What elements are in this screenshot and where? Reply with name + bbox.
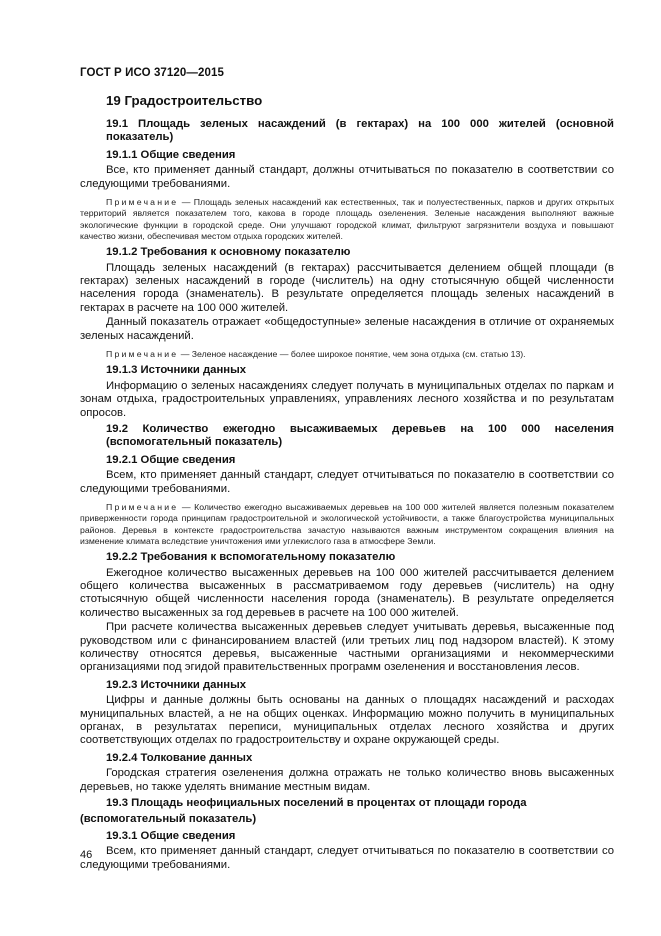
- subsection-heading: 19.1 Площадь зеленых насаждений (в гектарах) на 100 000 жителей (основной показатель): [106, 118, 614, 144]
- note-label: Примечание: [106, 502, 179, 513]
- section-body: [80, 118, 614, 872]
- subsubsection-heading: 19.3.1 Общие сведения: [106, 829, 236, 842]
- paragraph: Городская стратегия озеленения должна отражать не только количество вновь высаженных деревьев, но также уделять внимание местным видам.: [80, 767, 614, 793]
- paragraph: При расчете количества высаженных деревьев следует учитывать деревья, высаженные под руководством или с финансированием властей (или третьих лиц под надзором властей). К этому количеству относятся деревья, высаженные частными организациями и некоммерческими организациями под эгидой правительственных программ озеленения и восстановления лесов.: [80, 621, 614, 674]
- subsubsection-heading: 19.1.3 Источники данных: [106, 364, 247, 377]
- paragraph: Всем, кто применяет данный стандарт, следует отчитываться по показателю в соответствии со следующими требованиями.: [80, 469, 614, 495]
- paragraph: Данный показатель отражает «общедоступные» зеленые насаждения в отличие от охраняемых зеленых насаждений.: [80, 316, 614, 342]
- note: [80, 502, 614, 547]
- subsubsection-heading: 19.2.4 Толкование данных: [106, 751, 253, 764]
- note: [80, 349, 614, 360]
- paragraph: Все, кто применяет данный стандарт, должны отчитываться по показателю в соответствии со следующими требованиями.: [80, 164, 614, 190]
- page-number: 46: [80, 849, 93, 861]
- paragraph: Информацию о зеленых насаждениях следует получать в муниципальных отделах по паркам и зонам отдыха, градостроительных управлениях, управлениях лесного хозяйства и по результатам опросов.: [80, 379, 614, 419]
- page-content: [80, 93, 614, 873]
- subsubsection-heading: 19.2.1 Общие сведения: [106, 453, 236, 466]
- subsection-heading: 19.2 Количество ежегодно высаживаемых деревьев на 100 000 населения (вспомогательный показатель): [106, 422, 614, 449]
- subsubsection-heading: 19.2.2 Требования к вспомогательному показателю: [106, 551, 396, 564]
- note-text: — Количество ежегодно высаживаемых деревьев на 100 000 жителей является полезным показателем приверженности города принципам градостроительной и экологической устойчивости, а также благоустройства муниципальных районов. Деревья в контексте градостроительства зачастую называются важным инструментом сокращения влияния на изменение климата вследствие уничтожения ими углекислого газа в атмосфере Земли.: [80, 502, 614, 546]
- subsubsection-heading: 19.1.1 Общие сведения: [106, 148, 236, 161]
- section-title: 19 Градостроительство: [106, 93, 263, 108]
- subsection-heading-continued: (вспомогательный показатель): [80, 812, 257, 825]
- document-header: ГОСТ Р ИСО 37120—2015: [80, 67, 225, 79]
- paragraph: Всем, кто применяет данный стандарт, следует отчитываться по показателю в соответствии со следующими требованиями.: [80, 845, 614, 871]
- note: [80, 197, 614, 242]
- note-text: — Зеленое насаждение — более широкое понятие, чем зона отдыха (см. статью 13).: [178, 349, 526, 360]
- subsection-heading: 19.3 Площадь неофициальных поселений в процентах от площади города: [106, 797, 527, 810]
- note-label: Примечание: [106, 349, 179, 360]
- paragraph: Цифры и данные должны быть основаны на данных о площадях насаждений и расходах муниципальных властей, а не на общих оценках. Информацию можно получить в муниципальных органах, в результатах переписи, муниципальных отделах лесного хозяйства и других соответствующих отделах по градостроительству и охране окружающей среды.: [80, 694, 614, 747]
- paragraph: Площадь зеленых насаждений (в гектарах) рассчитывается делением общей площади (в гектарах) зеленых насаждений в городе (числитель) на одну стотысячную общей численности населения города (знаменатель). В результате определяется площадь зеленых насаждений в гектарах в расчете на 100 000 жителей.: [80, 261, 614, 314]
- note-label: Примечание: [106, 197, 179, 208]
- note-text: — Площадь зеленых насаждений как естественных, так и полуестественных, парков и других открытых территорий является показателем того, какова в городе площадь озеленения. Зеленые насаждения выполняют важные экологические функции в городской среде. Они улучшают городской климат, фильтруют загрязнители воздуха и повышают качество жизни, обеспечивая местом отдыха городских жителей.: [80, 197, 614, 241]
- paragraph: Ежегодное количество высаженных деревьев на 100 000 жителей рассчитывается делением общего количества высаженных в рассматриваемом году деревьев (числитель) на одну стотысячную общей численности населения города (знаменатель). В результате определяется количество высаженных за год деревьев в расчете на 100 000 жителей.: [80, 566, 614, 619]
- subsubsection-heading: 19.2.3 Источники данных: [106, 678, 247, 691]
- subsubsection-heading: 19.1.2 Требования к основному показателю: [106, 246, 351, 259]
